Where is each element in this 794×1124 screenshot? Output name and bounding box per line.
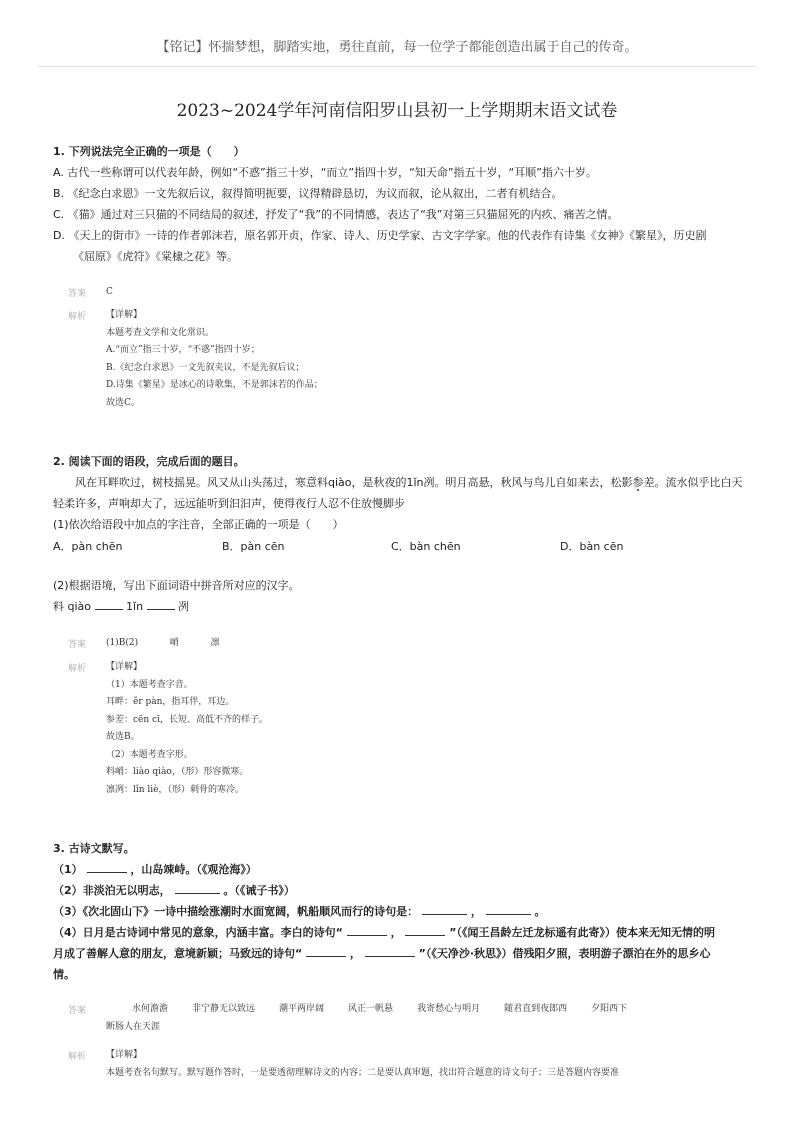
subquestion-1: (1)依次给语段中加点的字注音，全部正确的一项是（ ） <box>53 518 344 531</box>
answer-label: 答案 <box>68 1006 87 1016</box>
answer-blank[interactable] <box>365 944 415 957</box>
option-d: D．bàn cēn <box>560 540 624 553</box>
analysis-line: 本题考查名句默写。默写题作答时，一是要透彻理解诗文的内容；二是要认真审题，找出符合题意的诗文句子；三是答题内容要准 <box>106 1067 620 1078</box>
analysis-line: D.诗集《繁星》是冰心的诗歌集，不是郭沫若的作品； <box>106 380 323 390</box>
analysis-line: 【详解】 <box>106 1050 143 1060</box>
analysis-line: 故选C。 <box>106 397 140 408</box>
answer-item: 夕阳西下 <box>591 1004 628 1014</box>
answer-blank[interactable] <box>95 597 123 610</box>
analysis-line: B.《纪念白求恩》一文先叙夹议，不是先叙后议； <box>106 362 305 373</box>
emphasis-dot <box>637 489 639 491</box>
answer-text: (1)B(2) <box>106 638 139 648</box>
fill-line: 料 qiào 1ǐn 冽 <box>53 596 753 617</box>
answer-item: 我寄愁心与明月 <box>417 1004 481 1014</box>
answer-blank[interactable] <box>347 923 387 936</box>
option-d: D. 《天上的街市》一诗的作者郭沫若，原名郭开贞，作家、诗人、历史学家、古文字学家。他的代表作有诗集《女神》《繁星》，历史剧 <box>53 229 707 242</box>
answer-blank[interactable] <box>306 944 346 957</box>
question-stem: 1. 下列说法完全正确的一项是（ ） <box>53 145 245 158</box>
answer-item: 非宁静无以致远 <box>192 1004 256 1014</box>
analysis-line: 参差：cēn cī，长短、高低不齐的样子。 <box>106 714 268 725</box>
recitation-line-4-cont: 月成了善解人意的朋友，意境新颖；马致远的诗句“ ， ”（《天净沙·秋思》）借残阳夕照，表明游子漂泊在外的思乡心 <box>53 943 753 964</box>
analysis-label: 解析 <box>68 1052 87 1062</box>
recitation-line-2: （2）非淡泊无以明志， 。（《诫子书》） <box>53 880 753 901</box>
analysis-line: 凛冽：lǐn liè，（形）刺骨的寒冷。 <box>106 784 244 795</box>
option-c: C. 《猫》通过对三只猫的不同结局的叙述，抒发了“我”的不同情感，表达了“我”对第三只猫屈死的内疚、痛苦之情。 <box>53 208 619 221</box>
answer-text: 凛 <box>210 638 220 648</box>
answer-item: 潮平两岸阔 <box>279 1004 325 1014</box>
option-b: B. 《纪念白求恩》一文先叙后议，叙得简明扼要，议得精辟恳切，为议而叙，论从叙出，二者有机结合。 <box>53 187 563 200</box>
answer-text: C <box>106 287 113 297</box>
recitation-line-4-end: 情。 <box>53 968 75 981</box>
analysis-line: 料峭：liào qiào，（形）形容微寒。 <box>106 767 249 777</box>
analysis-line: 故选B。 <box>106 732 140 742</box>
question-3 <box>53 838 753 985</box>
passage-line: 轻柔许多，声响却大了，远远能听到汩汩声，使得夜行人忍不住放慢脚步 <box>53 497 405 510</box>
answer-blank[interactable] <box>422 902 467 915</box>
page-title: 2023~2024学年河南信阳罗山县初一上学期期末语文试卷 <box>176 101 618 121</box>
question-stem: 3. 古诗文默写。 <box>53 842 135 855</box>
answer-text: 峭 <box>169 638 179 648</box>
option-c: C．bàn chēn <box>391 540 461 553</box>
answer-blank[interactable] <box>405 923 445 936</box>
recitation-line-3: （3）《次北固山下》一诗中描绘涨潮时水面宽阔，帆船顺风而行的诗句是： ， 。 <box>53 901 753 922</box>
answer-item: 水何澹澹 <box>132 1004 169 1014</box>
passage-line: 风在耳畔吹过，树枝摇晃。风又从山头荡过，寒意料qiào，是秋夜的1ǐn冽。明月高悬，秋风与鸟儿自如来去，松影参差。流水似乎比白天 <box>75 476 743 489</box>
analysis-line: 【详解】 <box>106 310 143 320</box>
recitation-line-4: （4）日月是古诗词中常见的意象，内涵丰富。李白的诗句“ ， ”（《闻王昌龄左迁龙标遥有此寄》）使本来无知无情的明 <box>53 922 753 943</box>
header-divider <box>38 66 756 67</box>
answer-blank[interactable] <box>87 860 127 873</box>
option-b: B．pàn cēn <box>222 540 285 553</box>
analysis-label: 解析 <box>68 312 87 322</box>
answer-label: 答案 <box>68 289 87 299</box>
recitation-line-1: （1） ，山岛竦峙。（《观沧海》） <box>53 859 753 880</box>
option-a: A. 古代一些称谓可以代表年龄，例如“不惑”指三十岁，“而立”指四十岁，“知天命”指五十岁，“耳顺”指六十岁。 <box>53 166 597 179</box>
answer-item: 风正一帆悬 <box>348 1004 394 1014</box>
option-d-continued: 《屈原》《虎符》《棠棣之花》等。 <box>73 250 238 263</box>
answer-blank[interactable] <box>147 597 175 610</box>
analysis-line: 耳畔：ěr pàn，指耳伴，耳边。 <box>106 697 235 707</box>
answer-item: 断肠人在天涯 <box>106 1021 161 1032</box>
answer-blank[interactable] <box>486 902 531 915</box>
motto-banner: 【铭记】怀揣梦想，脚踏实地，勇往直前，每一位学子都能创造出属于自己的传奇。 <box>156 40 638 55</box>
question-1 <box>53 141 753 267</box>
analysis-line: 本题考查文学和文化常识。 <box>106 327 215 338</box>
answer-item: 随君直到夜郎西 <box>504 1004 568 1014</box>
answer-blank[interactable] <box>175 881 220 894</box>
analysis-line: （2）本题考查字形。 <box>106 749 193 760</box>
subquestion-2: (2)根据语境，写出下面词语中拼音所对应的汉字。 <box>53 579 300 592</box>
analysis-line: A.“而立”指三十岁，“不惑”指四十岁； <box>106 345 260 355</box>
question-2 <box>53 451 753 617</box>
analysis-label: 解析 <box>68 664 87 674</box>
answer-label: 答案 <box>68 640 87 650</box>
analysis-line: 【详解】 <box>106 662 143 672</box>
analysis-line: （1）本题考查字音。 <box>106 679 193 690</box>
question-stem: 2. 阅读下面的语段，完成后面的题目。 <box>53 455 245 468</box>
option-a: A．pàn chēn <box>53 540 123 553</box>
